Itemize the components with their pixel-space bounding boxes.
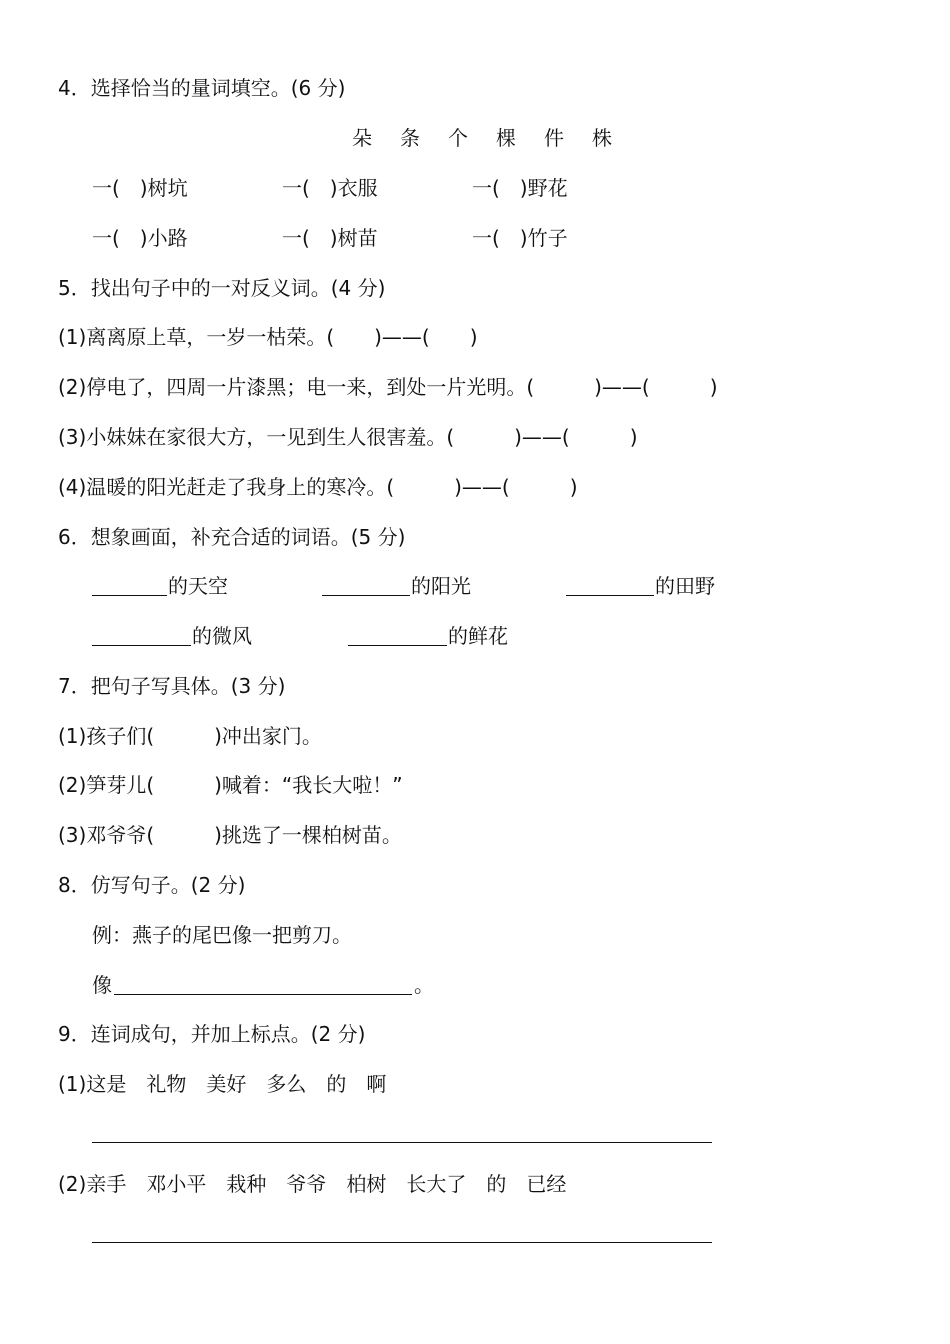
q4-item: 一( )小路 bbox=[92, 226, 188, 250]
q4-item: 一( )树苗 bbox=[282, 226, 378, 250]
q6-blank-line[interactable] bbox=[92, 595, 167, 596]
q7-item: (2)笋芽儿( )喊着：“我长大啦！” bbox=[58, 773, 403, 797]
q5-item: (4)温暖的阳光赶走了我身上的寒冷。( )——( ) bbox=[58, 475, 578, 499]
q4-item: 一( )竹子 bbox=[472, 226, 568, 250]
q6-title: 6．想象画面，补充合适的词语。(5 分) bbox=[58, 525, 406, 549]
q7-item: (1)孩子们( )冲出家门。 bbox=[58, 724, 322, 748]
q6-item: 的田野 bbox=[655, 574, 715, 598]
q8-title: 8．仿写句子。(2 分) bbox=[58, 873, 246, 897]
q4-item: 一( )衣服 bbox=[282, 176, 378, 200]
q7-item: (3)邓爷爷( )挑选了一棵柏树苗。 bbox=[58, 823, 402, 847]
q6-item: 的天空 bbox=[168, 574, 228, 598]
q4-title: 4．选择恰当的量词填空。(6 分) bbox=[58, 76, 346, 100]
q6-blank-line[interactable] bbox=[92, 645, 191, 646]
q7-title: 7．把句子写具体。(3 分) bbox=[58, 674, 286, 698]
q4-item: 一( )树坑 bbox=[92, 176, 188, 200]
q9-answer-line[interactable] bbox=[92, 1142, 712, 1143]
q8-example: 例：燕子的尾巴像一把剪刀。 bbox=[92, 923, 352, 947]
q9-title: 9．连词成句，并加上标点。(2 分) bbox=[58, 1022, 366, 1046]
q9-answer-line[interactable] bbox=[92, 1242, 712, 1243]
q4-word-bank: 朵 条 个 棵 件 株 bbox=[352, 126, 616, 150]
q8-suffix: 。 bbox=[414, 973, 434, 997]
q6-blank-line[interactable] bbox=[566, 595, 654, 596]
q4-item: 一( )野花 bbox=[472, 176, 568, 200]
q6-blank-line[interactable] bbox=[348, 645, 447, 646]
q6-item: 的微风 bbox=[192, 624, 252, 648]
q6-blank-line[interactable] bbox=[322, 595, 410, 596]
q8-prefix: 像 bbox=[92, 973, 112, 997]
q5-title: 5．找出句子中的一对反义词。(4 分) bbox=[58, 276, 386, 300]
q5-item: (3)小妹妹在家很大方，一见到生人很害羞。( )——( ) bbox=[58, 425, 638, 449]
q9-item: (2)亲手 邓小平 栽种 爷爷 柏树 长大了 的 已经 bbox=[58, 1172, 567, 1196]
q6-item: 的鲜花 bbox=[448, 624, 508, 648]
q6-item: 的阳光 bbox=[411, 574, 471, 598]
q9-item: (1)这是 礼物 美好 多么 的 啊 bbox=[58, 1072, 387, 1096]
q5-item: (1)离离原上草，一岁一枯荣。( )——( ) bbox=[58, 325, 478, 349]
q8-answer-line[interactable] bbox=[114, 994, 412, 995]
q5-item: (2)停电了，四周一片漆黑；电一来，到处一片光明。( )——( ) bbox=[58, 375, 718, 399]
